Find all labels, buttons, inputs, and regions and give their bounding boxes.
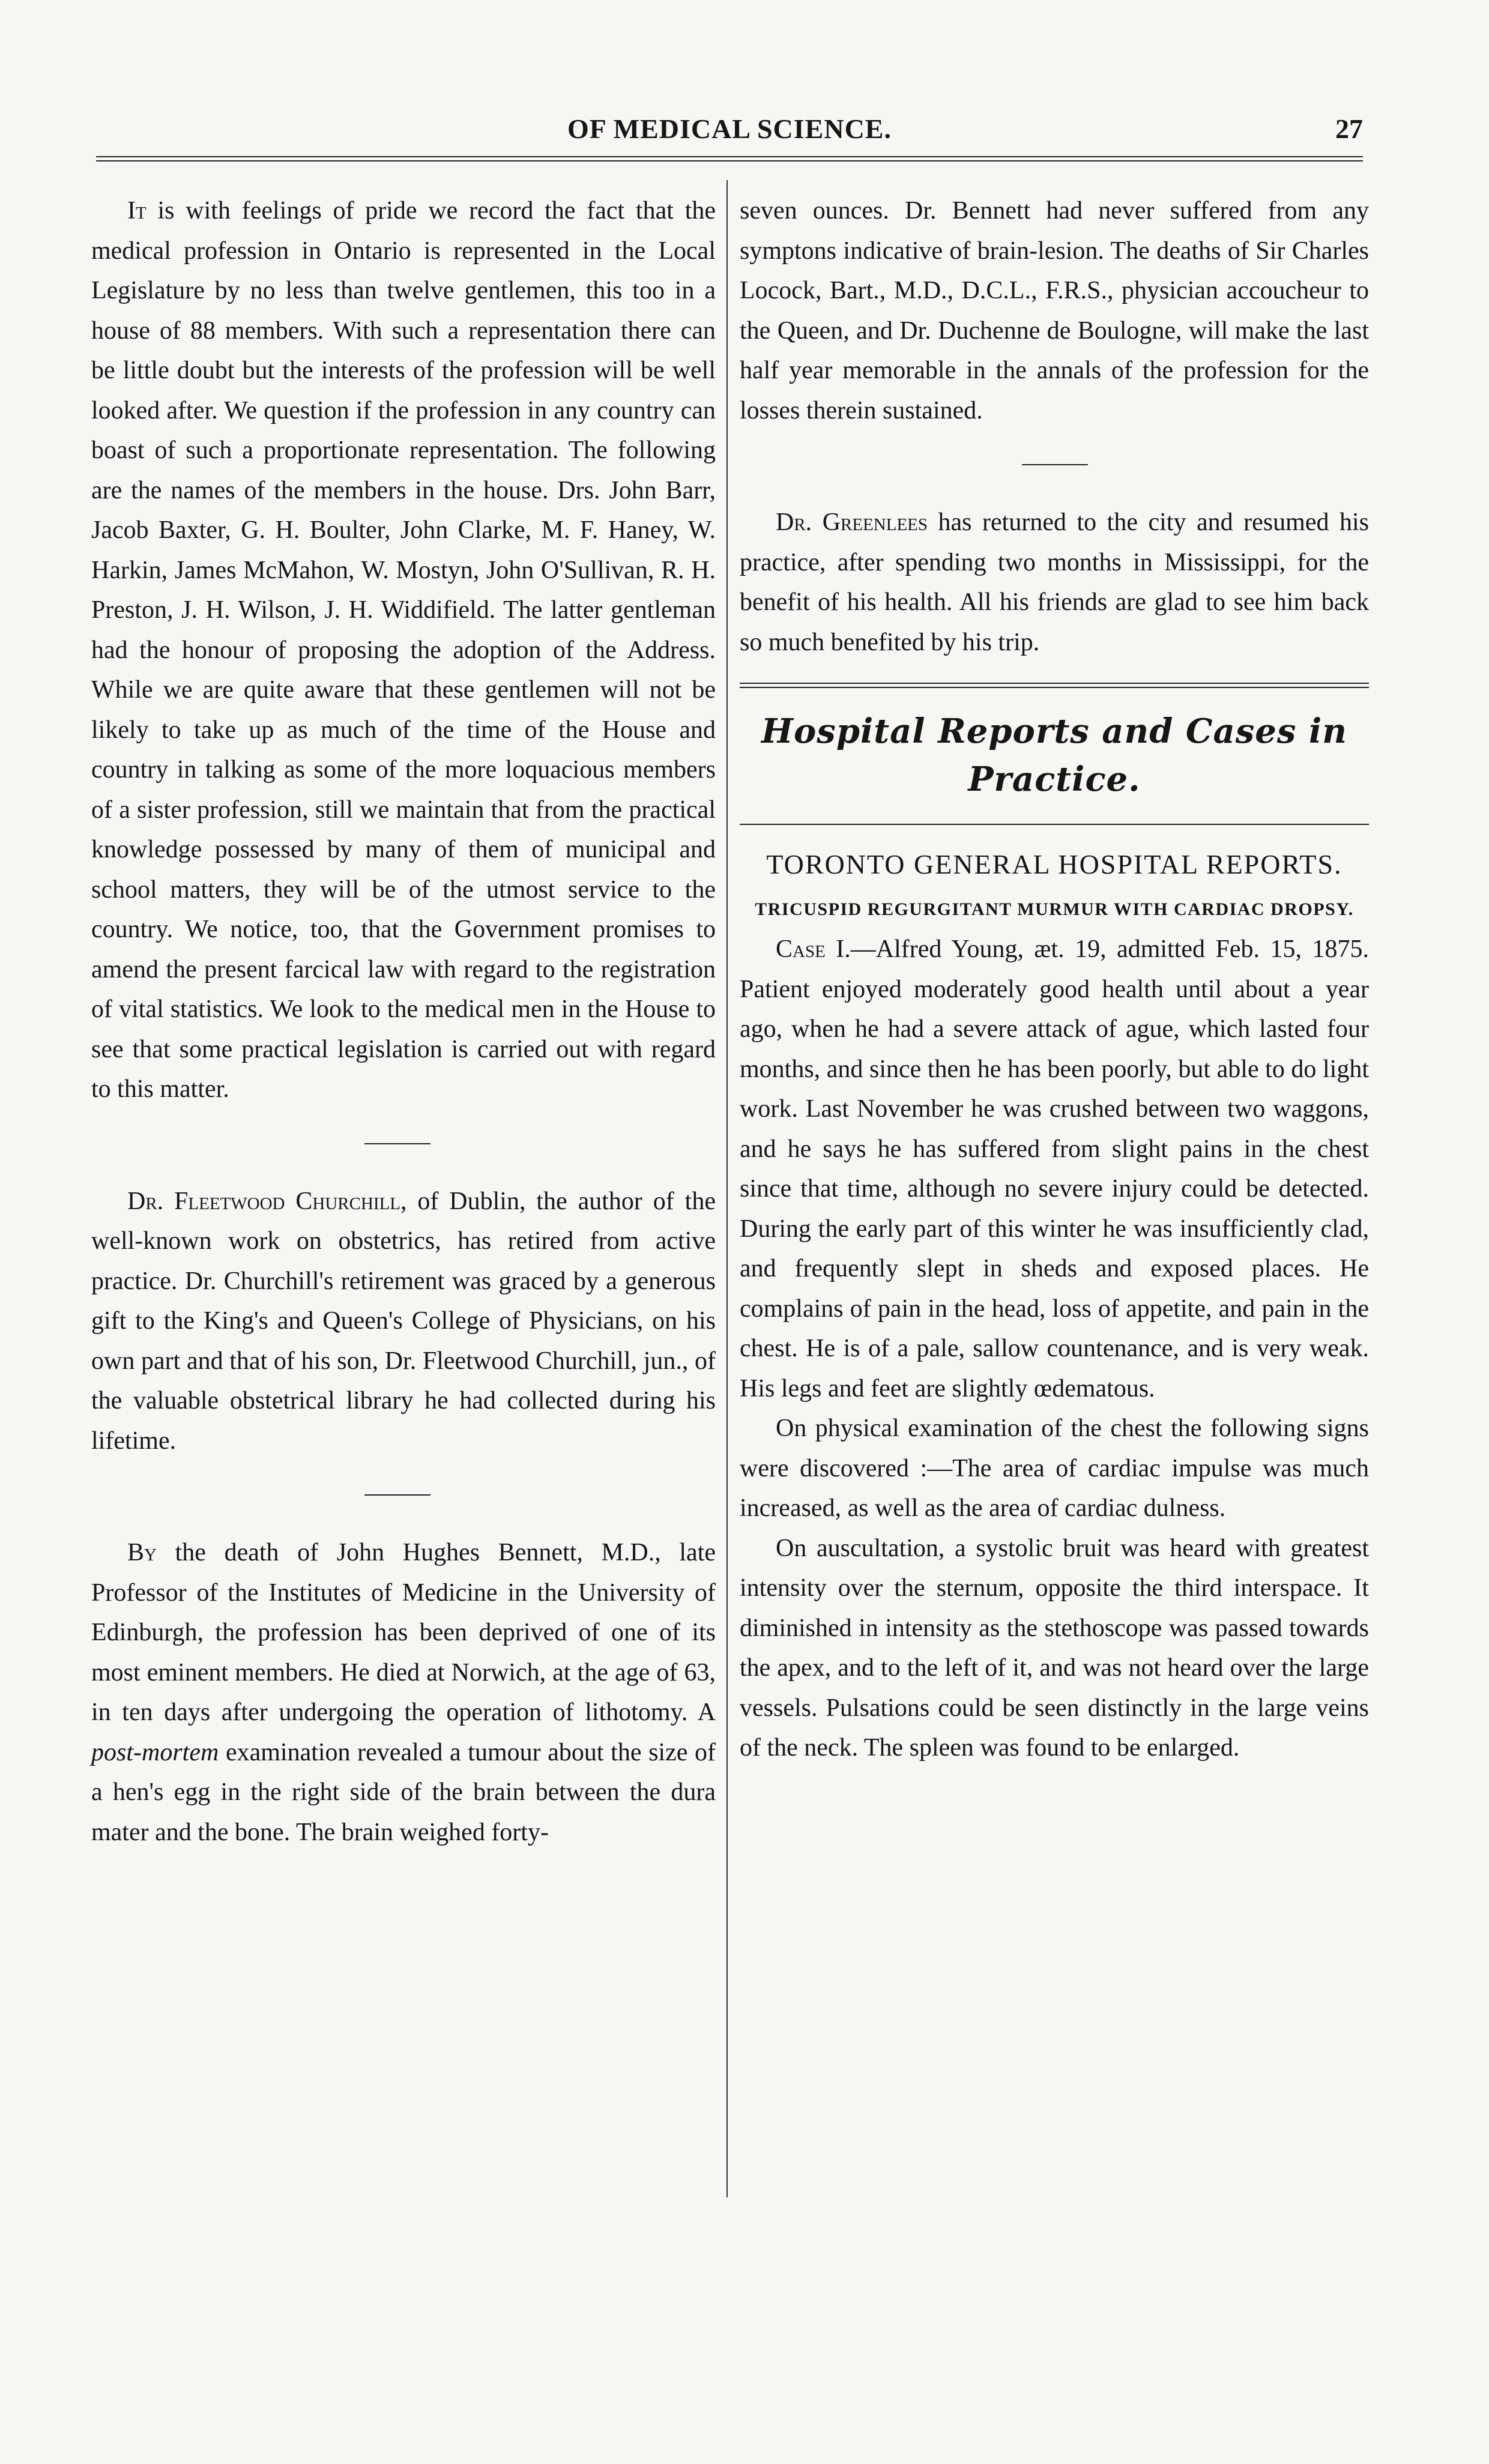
paragraph-ontario-legislature xyxy=(91,191,716,1110)
paragraph-lead: Dr. Greenlees xyxy=(776,509,928,536)
paragraph-physical-exam: On physical examination of the chest the following signs were discovered :—The area of cardiac impulse was much increased, as well as the area of cardiac dulness. xyxy=(740,1415,1369,1522)
paragraph-auscultation: On auscultation, a systolic bruit was heard with greatest intensity over the sternum, opposite the third interspace. It diminished in intensity as the stethoscope was passed towards the apex, and to the left of it, and was not heard over the large vessels. Pulsations could be seen distinctly in the large veins of the neck. The spleen was found to be enlarged. xyxy=(740,1534,1369,1762)
paragraph-text: examination revealed a tumour about the size of a hen's egg in the right side of the brain between the dura mater and the bone. The brain weighed forty- xyxy=(91,1738,716,1846)
case-label: Case I. xyxy=(776,935,851,963)
paragraph-lead: It xyxy=(127,197,146,225)
paragraph-text: —Alfred Young, æt. 19, admitted Feb. 15, 1875. Patient enjoyed moderately good health until about a year ago, when he had a severe attack of ague, which lasted four months, and since then he has been poorly, but able to do light work. Last November he was crushed between two waggons, and he says he has suffered from slight pains in the chest since that time, although no severe injury could be detected. During the early part of this winter he was insufficiently clad, and frequently slept in sheds and exposed places. He complains of pain in the head, loss of appetite, and pain in the chest. He is of a pale, sallow countenance, and is very weak. His legs and feet are slightly œdematous. xyxy=(740,935,1369,1403)
section-rule xyxy=(740,683,1369,688)
column-divider xyxy=(726,180,728,2197)
separator-rule xyxy=(364,1143,430,1144)
paragraph-bennett xyxy=(91,1533,716,1852)
paragraph-text: , of Dublin, the author of the well-known work on obstetrics, has retired from active practice. Dr. Churchill's retirement was graced by a generous gift to the King's and Queen's College of Physicians, on his own part and that of his son, Dr. Fleetwood Churchill, jun., of the valuable obstetrical library he had collected during his lifetime. xyxy=(91,1187,716,1455)
paragraph-bennett-continued: seven ounces. Dr. Bennett had never suffered from any symptons indicative of brain-lesion. The deaths of Sir Charles Locock, Bart., M.D., D.C.L., F.R.S., physician accoucheur to the Queen, and Dr. Duchenne de Boulogne, will make the last half year memorable in the annals of the profession for the losses therein sustained. xyxy=(740,197,1369,424)
paragraph-churchill xyxy=(91,1182,716,1461)
italic-term: post-mortem xyxy=(91,1738,219,1766)
paragraph-text: is with feelings of pride we record the fact that the medical profession in Ontario is represented in the Local Legislature by no less than twelve gentlemen, this too in a house of 88 members. With such a representation there can be little doubt but the interests of the profession will be well looked after. We question if the profession in any country can boast of such a proportionate representation. The following are the names of the members in the house. Drs. John Barr, Jacob Baxter, G. H. Boulter, John Clarke, M. F. Haney, W. Harkin, James McMahon, W. Mostyn, John O'Sullivan, R. H. Preston, J. H. Wilson, J. H. Widdifield. The latter gentleman had the honour of proposing the adoption of the Address. While we are quite aware that these gentlemen will not be likely to take up as much of the time of the House and country in talking as some of the more loquacious members of a sister profession, still we maintain that from the practical knowledge possessed by many of them of municipal and school matters, they will be of the utmost service to the country. We notice, too, that the Government promises to amend the present farcical law with regard to the registration of vital statistics. We look to the medical men in the House to see that some practical legislation is carried out with regard to this matter. xyxy=(91,197,716,1103)
report-title: TORONTO GENERAL HOSPITAL REPORTS. xyxy=(766,849,1343,880)
paragraph-case-one xyxy=(740,929,1369,1409)
running-head xyxy=(96,113,1363,149)
section-underline xyxy=(740,824,1369,825)
right-column xyxy=(740,191,1369,1768)
paragraph-text: has returned to the city and resumed his practice, after spending two months in Mississippi, for the benefit of his health. All his friends are glad to see him back so much benefited by his trip. xyxy=(740,509,1369,656)
paragraph-text: the death of John Hughes Bennett, M.D., late Professor of the Institutes of Medicine in the University of Edinburgh, the profession has been deprived of one of its most eminent members. He died at Norwich, at the age of 63, in ten days after undergoing the operation of lithotomy. A xyxy=(91,1539,716,1726)
section-heading: Hospital Reports and Cases in Practice. xyxy=(761,711,1347,799)
report-subtitle: TRICUSPID REGURGITANT MURMUR WITH CARDIAC DROPSY. xyxy=(755,899,1354,919)
separator-rule xyxy=(1022,464,1088,465)
paragraph-lead: By xyxy=(127,1539,157,1566)
running-title: OF MEDICAL SCIENCE. xyxy=(567,113,892,144)
separator-rule xyxy=(364,1494,430,1496)
header-rule xyxy=(96,156,1363,162)
paragraph-greenlees xyxy=(740,503,1369,662)
paragraph-lead: Dr. Fleetwood Churchill xyxy=(127,1187,401,1215)
left-column xyxy=(91,191,716,1852)
page-number: 27 xyxy=(1335,113,1363,144)
